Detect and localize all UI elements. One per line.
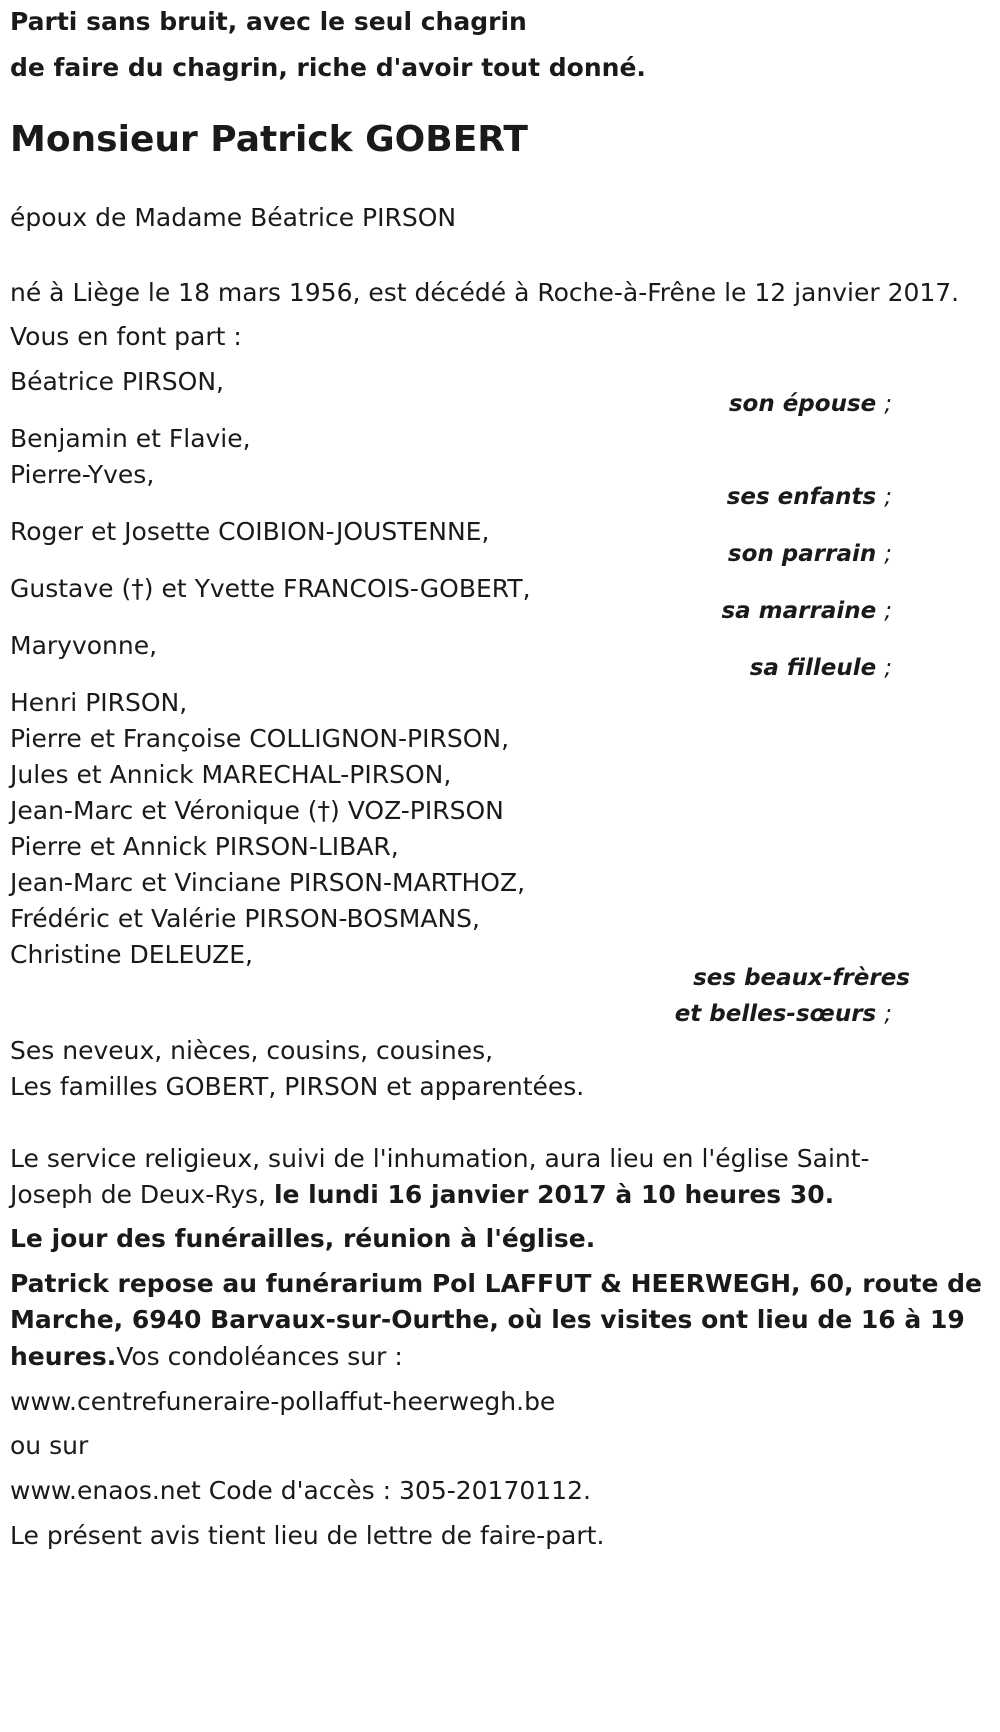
epitaph-line-2: de faire du chagrin, riche d'avoir tout donné. xyxy=(10,53,646,82)
relation-godfather: son parrain ; xyxy=(727,541,892,567)
family-member-godmother: Gustave (†) et Yvette FRANCOIS-GOBERT, xyxy=(10,574,531,603)
family-member-goddaughter: Maryvonne, xyxy=(10,631,158,660)
family-member-godfather: Roger et Josette COIBION-JOUSTENNE, xyxy=(10,517,490,546)
in-law-7: Frédéric et Valérie PIRSON-BOSMANS, xyxy=(10,904,480,933)
website-link-2[interactable]: www.enaos.net Code d'accès : 305-20170112. xyxy=(10,1476,591,1505)
service-line-2: Joseph de Deux-Rys, le lundi 16 janvier 2017 à 10 heures 30. xyxy=(10,1180,835,1209)
spouse-line: époux de Madame Béatrice PIRSON xyxy=(10,203,457,232)
in-law-8: Christine DELEUZE, xyxy=(10,940,253,969)
funerarium-line-2: Marche, 6940 Barvaux-sur-Ourthe, où les visites ont lieu de 16 à 19 xyxy=(10,1305,965,1334)
relation-in-laws-line-2: et belles-sœurs ; xyxy=(674,1001,892,1027)
service-line-1: Le service religieux, suivi de l'inhumation, aura lieu en l'église Saint- xyxy=(10,1144,870,1173)
closing-note: Le présent avis tient lieu de lettre de faire-part. xyxy=(10,1521,605,1550)
birth-death-line: né à Liège le 18 mars 1956, est décédé à Roche-à-Frêne le 12 janvier 2017. xyxy=(10,278,960,307)
website-link-1[interactable]: www.centrefuneraire-pollaffut-heerwegh.be xyxy=(10,1387,556,1416)
relation-goddaughter: sa filleule ; xyxy=(749,655,892,681)
intro-text: Vous en font part : xyxy=(10,322,242,351)
in-law-6: Jean-Marc et Vinciane PIRSON-MARTHOZ, xyxy=(10,868,526,897)
epitaph-line-1: Parti sans bruit, avec le seul chagrin xyxy=(10,7,527,36)
relation-in-laws-line-1: ses beaux-frères xyxy=(693,965,910,991)
deceased-name: Monsieur Patrick GOBERT xyxy=(10,119,528,160)
relation-wife: son épouse ; xyxy=(728,391,892,417)
funerarium-line-1: Patrick repose au funérarium Pol LAFFUT & HEERWEGH, 60, route de xyxy=(10,1269,983,1298)
in-law-5: Pierre et Annick PIRSON-LIBAR, xyxy=(10,832,399,861)
in-law-1: Henri PIRSON, xyxy=(10,688,188,717)
relation-children: ses enfants ; xyxy=(726,484,892,510)
in-law-2: Pierre et Françoise COLLIGNON-PIRSON, xyxy=(10,724,510,753)
relation-godmother: sa marraine ; xyxy=(721,598,892,624)
family-member-wife: Béatrice PIRSON, xyxy=(10,367,224,396)
funerarium-line-3: heures.Vos condoléances sur : xyxy=(10,1342,403,1371)
others-line-2: Les familles GOBERT, PIRSON et apparentées. xyxy=(10,1072,585,1101)
meeting-note: Le jour des funérailles, réunion à l'église. xyxy=(10,1224,596,1253)
family-member-child-1: Benjamin et Flavie, xyxy=(10,424,251,453)
others-line-1: Ses neveux, nièces, cousins, cousines, xyxy=(10,1036,494,1065)
in-law-4: Jean-Marc et Véronique (†) VOZ-PIRSON xyxy=(10,796,504,825)
in-law-3: Jules et Annick MARECHAL-PIRSON, xyxy=(10,760,452,789)
or-text: ou sur xyxy=(10,1431,89,1460)
family-member-child-2: Pierre-Yves, xyxy=(10,460,155,489)
